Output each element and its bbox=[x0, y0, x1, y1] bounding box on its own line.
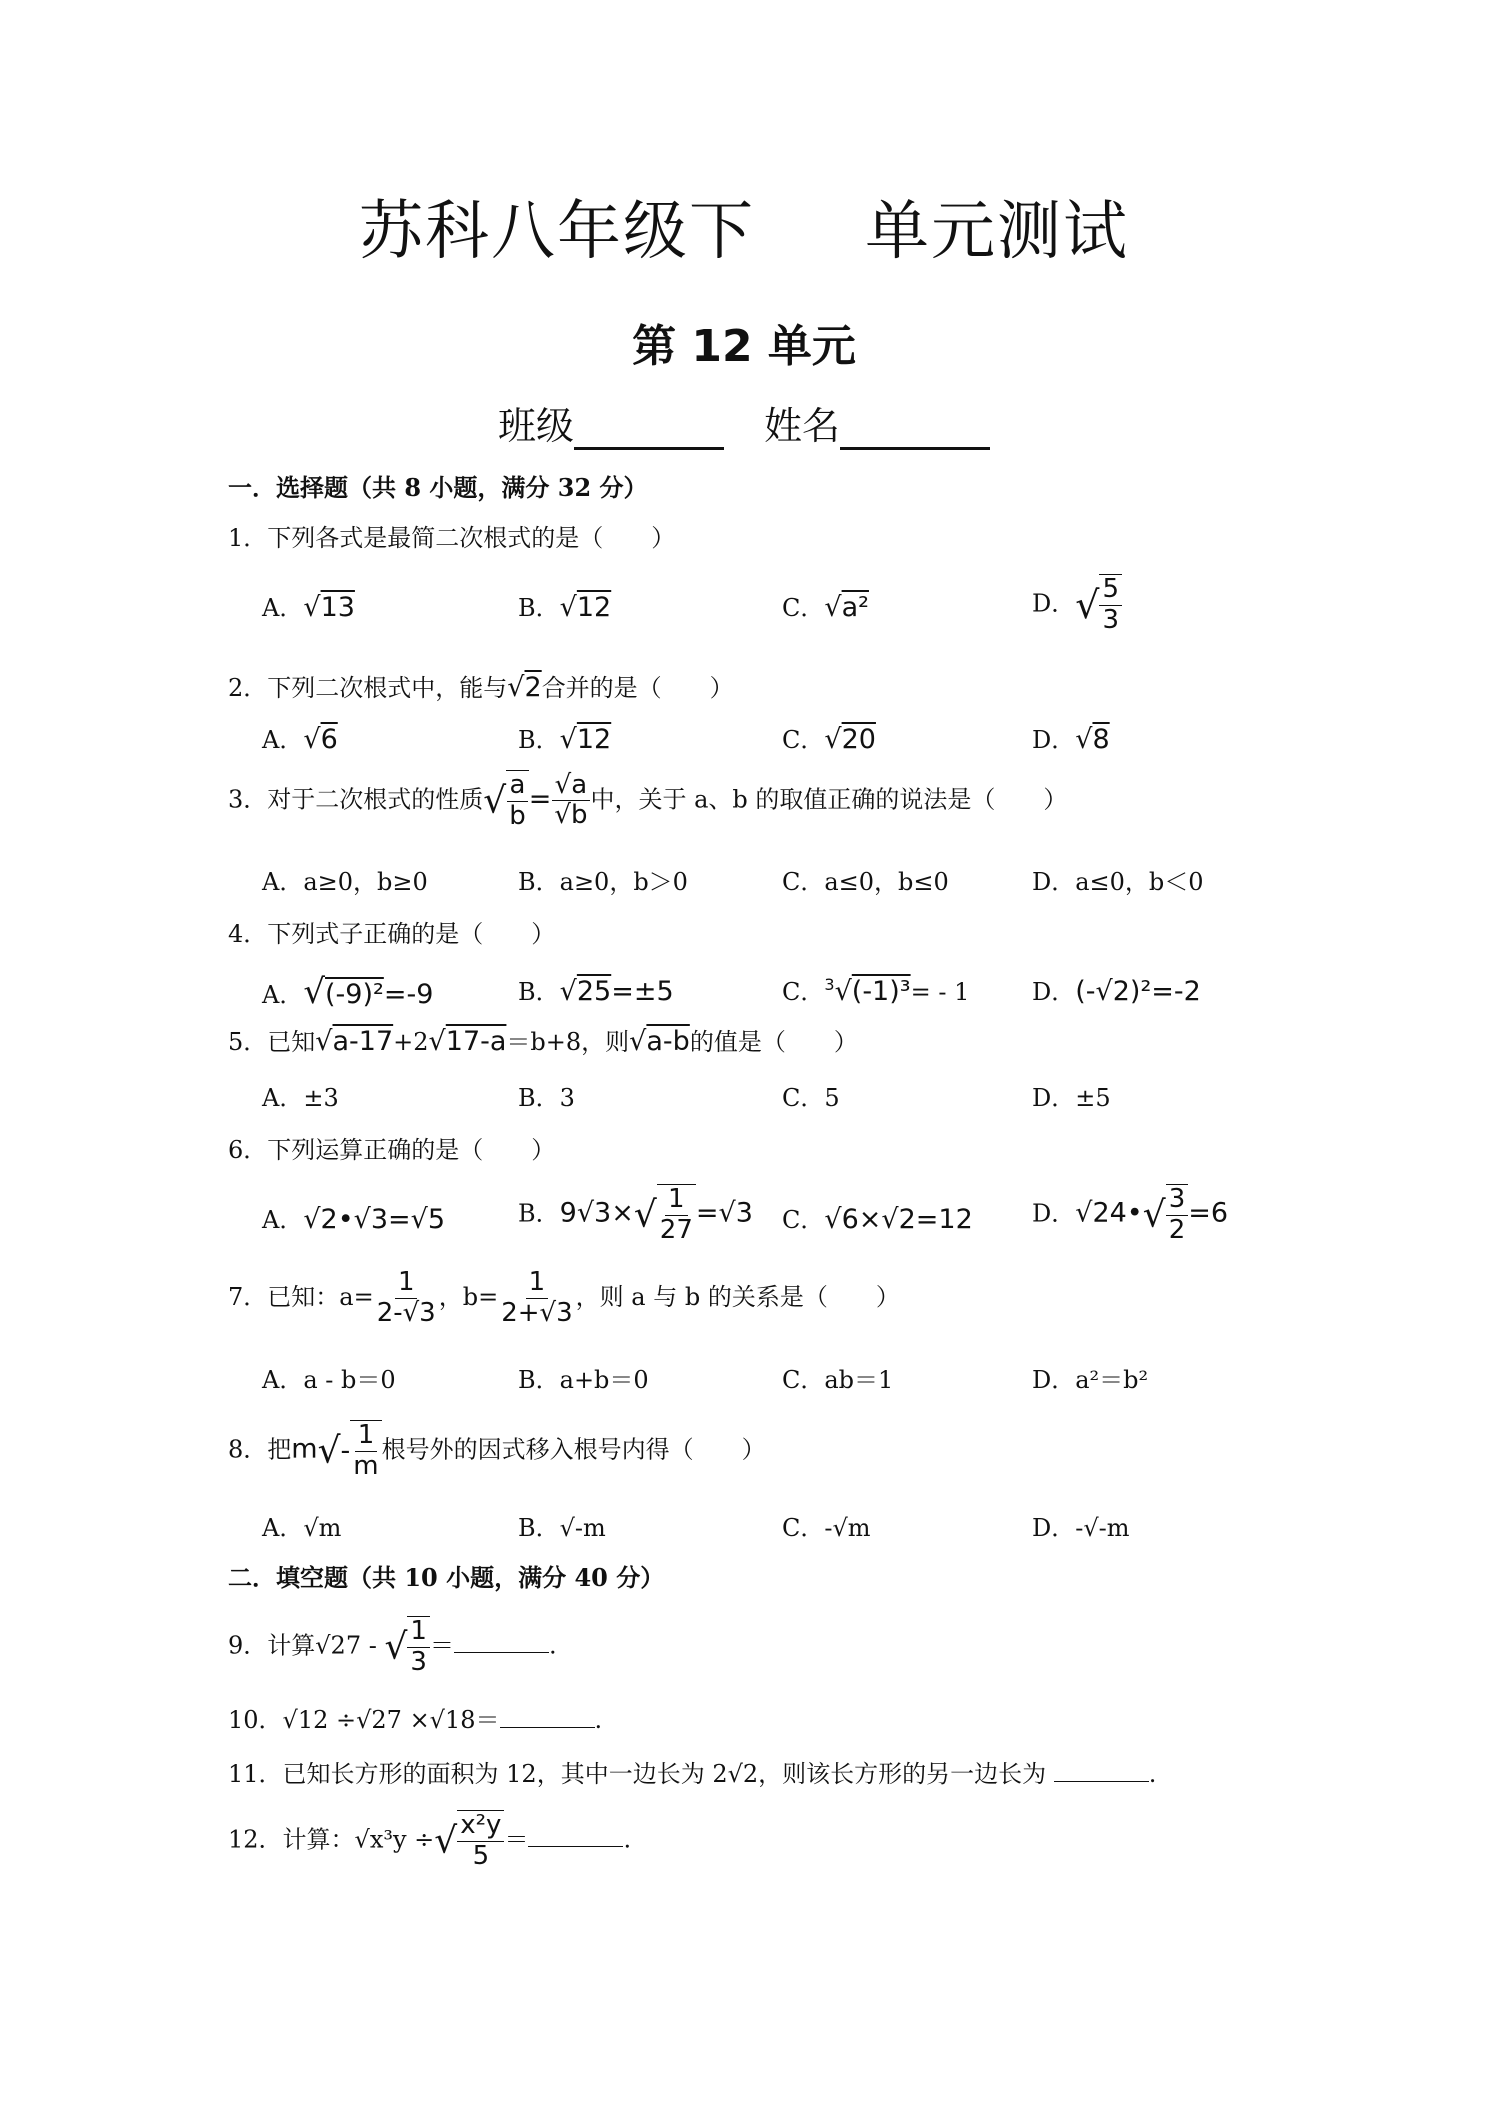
q9-answer-blank[interactable] bbox=[454, 1632, 549, 1653]
q5-option-c[interactable]: C．5 bbox=[782, 1084, 840, 1112]
q3-option-d[interactable]: D．a≤0，b＜0 bbox=[1032, 868, 1204, 896]
q1-option-b[interactable]: B．√12 bbox=[518, 592, 612, 623]
question-11: 11．已知长方形的面积为 12，其中一边长为 2√2，则该长方形的另一边长为 . bbox=[228, 1760, 1157, 1788]
q4-option-d[interactable]: D．(-√2)²=-2 bbox=[1032, 976, 1201, 1007]
q8-option-b[interactable]: B．√-m bbox=[518, 1514, 606, 1542]
q2-option-b[interactable]: B．√12 bbox=[518, 724, 612, 755]
question-7: 7．已知：a= $\frac{1}{2-√3}$ ，b= $\frac{1}{2+√3}$ ，则 a 与 b 的关系是（ ） bbox=[228, 1267, 900, 1328]
q1-option-d[interactable]: D．√ $\frac{5}{3}$ bbox=[1032, 574, 1122, 636]
q7-option-b[interactable]: B．a+b＝0 bbox=[518, 1366, 649, 1394]
q4-option-b[interactable]: B．√25=±5 bbox=[518, 976, 674, 1007]
question-5: 5．已知√a-17+2√17-a＝b+8，则√a-b的值是（ ） bbox=[228, 1026, 858, 1057]
question-10: 10．√12 ÷√27 ×√18＝ . bbox=[228, 1706, 603, 1734]
q1-option-c[interactable]: C．√a² bbox=[782, 592, 869, 623]
question-6: 6．下列运算正确的是（ ） bbox=[228, 1136, 556, 1164]
q1-option-a[interactable]: A．√13 bbox=[262, 592, 355, 623]
question-4: 4．下列式子正确的是（ ） bbox=[228, 920, 556, 948]
q6-option-d[interactable]: D．√24•√ $\frac{3}{2}$ =6 bbox=[1032, 1184, 1229, 1245]
q10-answer-blank[interactable] bbox=[500, 1707, 595, 1728]
q2-option-a[interactable]: A．√6 bbox=[262, 724, 338, 755]
q2-option-c[interactable]: C．√20 bbox=[782, 724, 876, 755]
class-label: 班级 bbox=[497, 404, 574, 448]
q12-answer-blank[interactable] bbox=[528, 1826, 623, 1847]
q8-option-a[interactable]: A．√m bbox=[262, 1514, 342, 1542]
q6-option-b[interactable]: B．9√3×√ $\frac{1}{27}$ =√3 bbox=[518, 1184, 753, 1245]
class-blank[interactable] bbox=[574, 409, 724, 450]
question-12: 12．计算：√x³y ÷√ $\frac{\text{x²y}}{5}$ ＝ . bbox=[228, 1810, 632, 1871]
q5-option-a[interactable]: A．±3 bbox=[262, 1084, 339, 1112]
page-title: 苏科八年级下 单元测试 bbox=[359, 195, 1129, 269]
class-name-line bbox=[0, 395, 1488, 450]
q7-option-a[interactable]: A．a - b＝0 bbox=[262, 1366, 396, 1394]
name-label: 姓名 bbox=[764, 404, 841, 448]
q3-option-c[interactable]: C．a≤0，b≤0 bbox=[782, 868, 949, 896]
question-1: 1．下列各式是最简二次根式的是（ ） bbox=[228, 524, 676, 552]
q5-option-d[interactable]: D．±5 bbox=[1032, 1084, 1111, 1112]
section-heading-fill: 二．填空题（共 10 小题，满分 40 分） bbox=[228, 1563, 665, 1592]
q11-answer-blank[interactable] bbox=[1054, 1761, 1149, 1782]
question-8: 8．把m√- $\frac{1}{m}$ 根号外的因式移入根号内得（ ） bbox=[228, 1420, 766, 1481]
unit-subtitle: 第 12 单元 bbox=[632, 321, 856, 372]
question-2: 2．下列二次根式中，能与√2合并的是（ ） bbox=[228, 672, 734, 703]
q8-option-d[interactable]: D．-√-m bbox=[1032, 1514, 1130, 1542]
q6-option-a[interactable]: A．√2•√3=√5 bbox=[262, 1204, 446, 1235]
q2-option-d[interactable]: D．√8 bbox=[1032, 724, 1110, 755]
name-blank[interactable] bbox=[840, 409, 990, 450]
q4-option-a[interactable]: A．√(-9)²=-9 bbox=[262, 972, 434, 1012]
q7-option-d[interactable]: D．a²＝b² bbox=[1032, 1366, 1149, 1394]
question-9: 9．计算√27 - √ $\frac{1}{3}$ ＝ . bbox=[228, 1616, 557, 1677]
question-3: 3．对于二次根式的性质√ $\frac{a}{b}$ = $\frac{√a}{√b}$ 中，关于 a、b 的取值正确的说法是（ ） bbox=[228, 769, 1068, 831]
q5-option-b[interactable]: B．3 bbox=[518, 1084, 575, 1112]
q3-option-b[interactable]: B．a≥0，b＞0 bbox=[518, 868, 688, 896]
q8-option-c[interactable]: C．-√m bbox=[782, 1514, 871, 1542]
q3-option-a[interactable]: A．a≥0，b≥0 bbox=[262, 868, 428, 896]
section-heading-choice: 一．选择题（共 8 小题，满分 32 分） bbox=[228, 473, 648, 502]
q6-option-c[interactable]: C．√6×√2=12 bbox=[782, 1204, 973, 1235]
q4-option-c[interactable]: C．$^3$√(-1)³= - 1 bbox=[782, 975, 970, 1007]
q7-option-c[interactable]: C．ab＝1 bbox=[782, 1366, 894, 1394]
